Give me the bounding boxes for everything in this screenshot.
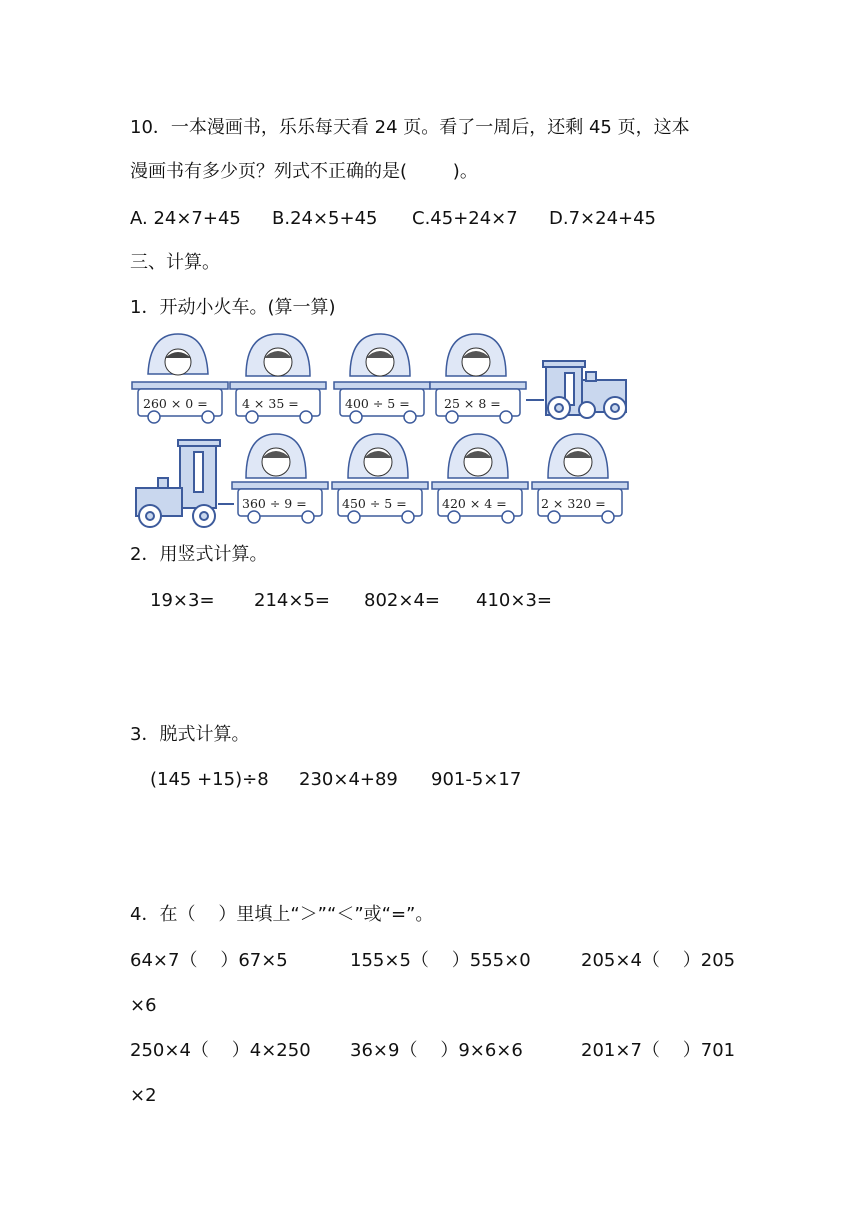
train-car	[332, 434, 428, 523]
q1-title: 1．开动小火车。(算一算)	[130, 297, 336, 318]
q2-item-2: 214×5=	[254, 590, 330, 611]
train-car	[532, 434, 628, 523]
locomotive-top-icon	[526, 361, 626, 419]
q3-item-1: (145 +15)÷8	[150, 769, 269, 790]
section-title: 三、计算。	[130, 252, 220, 273]
q10-option-a: A. 24×7+45	[130, 208, 241, 229]
train-label-4: 25 × 8 =	[444, 396, 501, 411]
q2-item-3: 802×4=	[364, 590, 440, 611]
q4-row2-item-2: 36×9（ ）9×6×6	[350, 1040, 523, 1061]
q4-title: 4．在（ ）里填上“＞”“＜”或“=”。	[130, 904, 434, 925]
train-car	[132, 334, 228, 423]
q4-row2-item-1: 250×4（ ）4×250	[130, 1040, 311, 1061]
q3-title: 3．脱式计算。	[130, 724, 250, 745]
q4-row1-wrap: ×6	[130, 995, 157, 1016]
q4-row1-item-3: 205×4（ ）205	[581, 950, 736, 971]
train-label-6: 450 ÷ 5 =	[342, 496, 407, 511]
q2-title: 2．用竖式计算。	[130, 544, 268, 565]
q2-item-1: 19×3=	[150, 590, 215, 611]
locomotive-bottom-icon	[136, 440, 234, 527]
q2-item-4: 410×3=	[476, 590, 552, 611]
train-label-5: 360 ÷ 9 =	[242, 496, 307, 511]
q3-item-3: 901-5×17	[431, 769, 522, 790]
q4-row1-item-1: 64×7（ ）67×5	[130, 950, 288, 971]
train-label-2: 4 × 35 =	[242, 396, 299, 411]
train-bottom	[136, 434, 628, 527]
train-label-8: 2 × 320 =	[541, 496, 606, 511]
train-car	[430, 334, 526, 423]
train-label-3: 400 ÷ 5 =	[345, 396, 410, 411]
train-top	[132, 334, 626, 423]
train-label-7: 420 × 4 =	[442, 496, 507, 511]
q10-line2: 漫画书有多少页？列式不正确的是( )。	[130, 161, 478, 182]
q4-row2-wrap: ×2	[130, 1085, 157, 1106]
q10-option-c: C.45+24×7	[412, 208, 518, 229]
q10-option-d: D.7×24+45	[549, 208, 657, 229]
train-car	[232, 434, 328, 523]
q3-item-2: 230×4+89	[299, 769, 398, 790]
train-car	[230, 334, 326, 423]
q10-option-b: B.24×5+45	[272, 208, 378, 229]
train-car	[334, 334, 430, 423]
q4-row1-item-2: 155×5（ ）555×0	[350, 950, 531, 971]
train-label-1: 260 × 0 =	[143, 396, 208, 411]
q4-row2-item-3: 201×7（ ）701	[581, 1040, 736, 1061]
train-illustration	[128, 328, 638, 532]
train-car	[432, 434, 528, 523]
q10-line1: 10．一本漫画书，乐乐每天看 24 页。看了一周后，还剩 45 页，这本	[130, 117, 690, 138]
